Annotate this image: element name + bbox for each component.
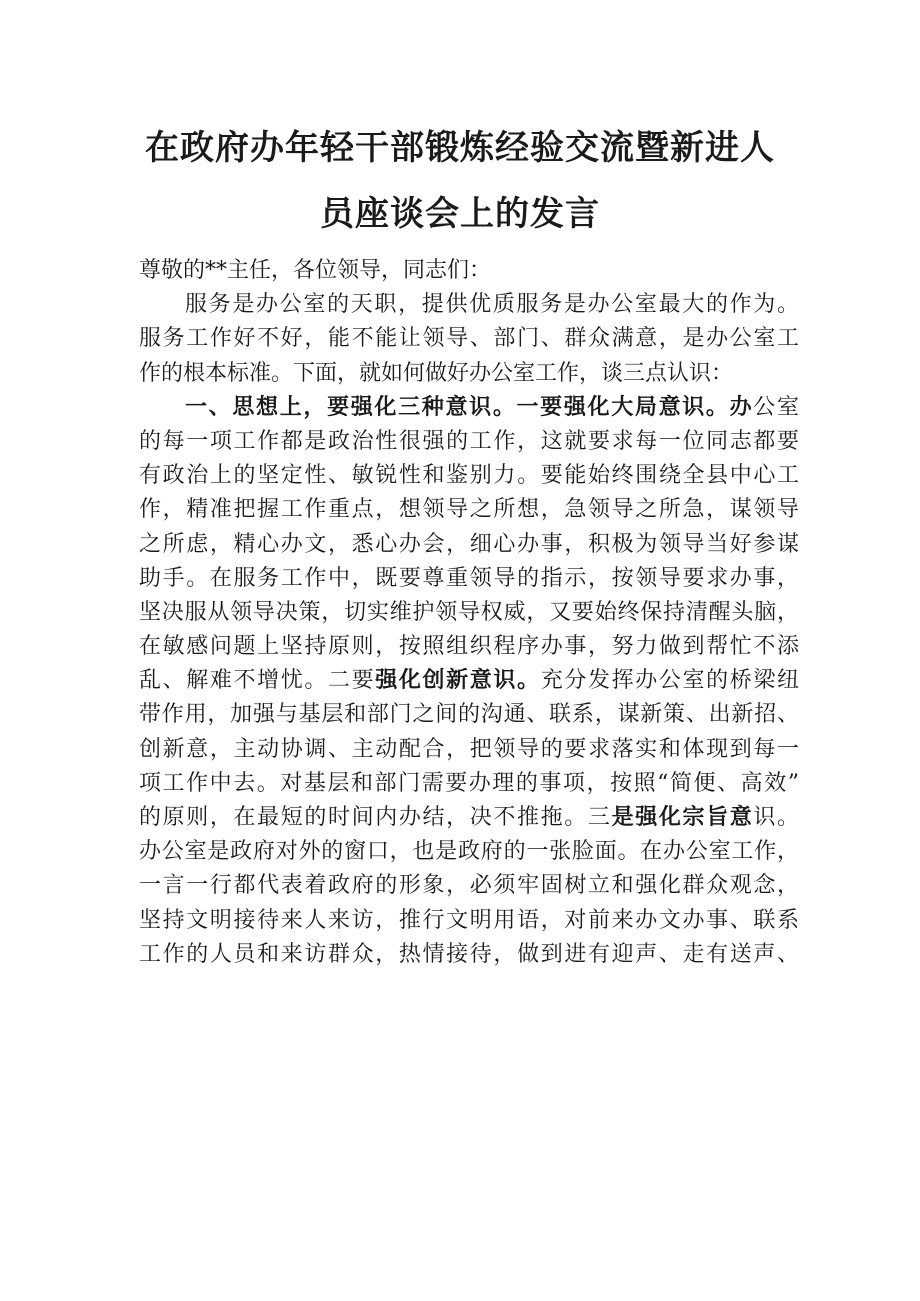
document-body (139, 254, 799, 972)
paragraph-2-line-12: 项工作中去。对基层和部门需要办理的事项，按照“简便、高效” (139, 770, 799, 796)
paragraph-2-line-3: 有政治上的坚定性、敏锐性和鉴别力。要能始终围绕全县中心工 (139, 463, 799, 489)
paragraph-1-line-3: 作的根本标准。下面，就如何做好办公室工作，谈三点认识： (139, 360, 734, 386)
purpose-heading-bold: 是强化宗旨意 (611, 805, 754, 830)
paragraph-2-line-6: 助手。在服务工作中，既要尊重领导的指示，按领导要求办事， (139, 565, 799, 591)
paragraph-2-line-14: 办公室是政府对外的窗口，也是政府的一张脸面。在办公室工作， (139, 839, 799, 865)
innovation-heading-bold: 强化创新意识。 (375, 668, 541, 694)
paragraph-1-line-1: 服务是办公室的天职，提供优质服务是办公室最大的作为。 (185, 292, 799, 318)
paragraph-2-line-7: 坚决服从领导决策，切实维护领导权威，又要始终保持清醒头脑， (139, 599, 799, 625)
salutation: 尊敬的**主任，各位领导，同志们： (139, 258, 492, 283)
paragraph-2-line-9 (139, 664, 799, 698)
paragraph-1-line-2: 服务工作好不好，能不能让领导、部门、群众满意，是办公室工 (139, 326, 799, 352)
paragraph-2-line-5: 之所虑，精心办文，悉心办会，细心办事，积极为领导当好参谋 (139, 531, 799, 557)
paragraph-2-line-11: 创新意，主动协调、主动配合，把领导的要求落实和体现到每一 (139, 736, 799, 762)
paragraph-2-line-9-c: 充分发挥办公室的桥梁纽 (540, 668, 799, 694)
document-title-line-1: 在政府办年轻干部锻炼经验交流暨新进人 (145, 128, 775, 168)
paragraph-2-line-8: 在敏感问题上坚持原则，按照组织程序办事，努力做到帮忙不添 (139, 634, 799, 660)
section-heading-bold: 一、思想上，要强化三种意识。一要强化大局意识。办 (185, 394, 754, 420)
paragraph-2-line-4: 作，精准把握工作重点，想领导之所想，急领导之所急，谋领导 (139, 497, 799, 523)
paragraph-2-line-9-a: 乱、解难不增忧。二要 (139, 668, 376, 694)
paragraph-2-line-1 (139, 391, 799, 425)
paragraph-2-line-17: 工作的人员和来访群众，热情接待，做到进有迎声、走有送声、 (139, 941, 799, 967)
paragraph-2-line-13-c: 识。 (753, 805, 799, 830)
paragraph-2-line-13-a: 的原则，在最短的时间内办结，决不推拖。三 (139, 805, 612, 830)
paragraph-2-line-2: 的每一项工作都是政治性很强的工作，这就要求每一位同志都要 (139, 428, 799, 454)
paragraph-2-line-13 (139, 801, 799, 835)
document-title-line-2: 员座谈会上的发言 (320, 194, 600, 234)
paragraph-2-line-1-rest: 公室 (753, 394, 799, 420)
paragraph-2-line-10: 带作用，加强与基层和部门之间的沟通、联系，谋新策、出新招、 (139, 702, 799, 728)
paragraph-2-line-16: 坚持文明接待来人来访，推行文明用语，对前来办文办事、联系 (139, 907, 799, 933)
paragraph-2-line-15: 一言一行都代表着政府的形象，必须牢固树立和强化群众观念， (139, 873, 799, 899)
